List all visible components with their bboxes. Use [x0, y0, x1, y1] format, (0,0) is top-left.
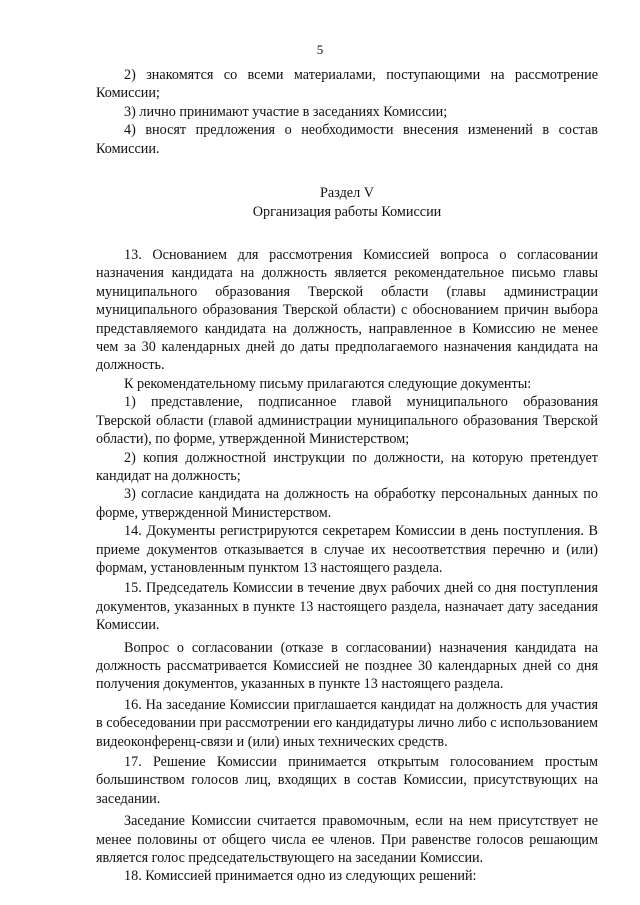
paragraph-13-doc-3: 3) согласие кандидата на должность на обработку персональных данных по форме, утвержденной Министерством. — [96, 486, 598, 521]
paragraph-17-b: Заседание Комиссии считается правомочным, если на нем присутствует не менее половины от общего числа ее членов. При равенстве голосов решающим является голос председательствующего на заседании Комиссии. — [96, 813, 598, 867]
page-number: 5 — [316, 42, 324, 57]
section-number: Раздел V — [320, 185, 374, 202]
paragraph-14: 14. Документы регистрируются секретарем Комиссии в день поступления. В приеме документов отказывается в случае их несоответствия перечню и (или) формам, установленным пунктом 13 настоящего раздела. — [96, 523, 598, 576]
paragraph-16: 16. На заседание Комиссии приглашается кандидат на должность для участия в собеседовании при рассмотрении его кандидатуры лично либо с использованием видеоконференц-связи и (или) иных технических средств. — [96, 696, 598, 750]
intro-item-2: 2) знакомятся со всеми материалами, поступающими на рассмотрение Комиссии; — [96, 67, 598, 102]
intro-item-3: 3) лично принимают участие в заседаниях Комиссии; — [124, 103, 448, 120]
intro-item-4: 4) вносят предложения о необходимости внесения изменений в состав Комиссии. — [96, 122, 598, 157]
paragraph-18: 18. Комиссией принимается одно из следующих решений: — [124, 868, 477, 885]
section-heading — [96, 184, 598, 222]
paragraph-13-doc-2: 2) копия должностной инструкции по должности, на которую претендует кандидат на должность; — [96, 449, 598, 484]
paragraph-13-docs-intro: К рекомендательному письму прилагаются следующие документы: — [124, 375, 532, 392]
paragraph-15: 15. Председатель Комиссии в течение двух рабочих дней со дня поступления документов, указанных в пункте 13 настоящего раздела, назначает дату заседания Комиссии. — [96, 580, 598, 634]
paragraph-15-b: Вопрос о согласовании (отказе в согласовании) назначения кандидата на должность рассматривается Комиссией не позднее 30 календарных дней со дня получения документов, указанных в пункте 13 настоящего раздела. — [96, 639, 598, 693]
section-title: Организация работы Комиссии — [252, 204, 442, 221]
paragraph-13-doc-1: 1) представление, подписанное главой муниципального образования Тверской области (главой администрации муниципального образования Тверской области), по форме, утвержденной Министерством; — [96, 394, 598, 448]
paragraph-13: 13. Основанием для рассмотрения Комиссией вопроса о согласовании назначения кандидата на должность является рекомендательное письмо главы муниципального образования Тверской области (главы администрации муниципального образования Тверской области) с обоснованием причин выбора представляемого кандидата на должность, направленное в Комиссию не менее чем за 30 календарных дней до даты предполагаемого назначения кандидата на должность. — [96, 247, 598, 374]
paragraph-17: 17. Решение Комиссии принимается открытым голосованием простым большинством голосов лиц, входящих в состав Комиссии, присутствующих на заседании. — [96, 754, 598, 807]
document-body — [96, 66, 598, 886]
